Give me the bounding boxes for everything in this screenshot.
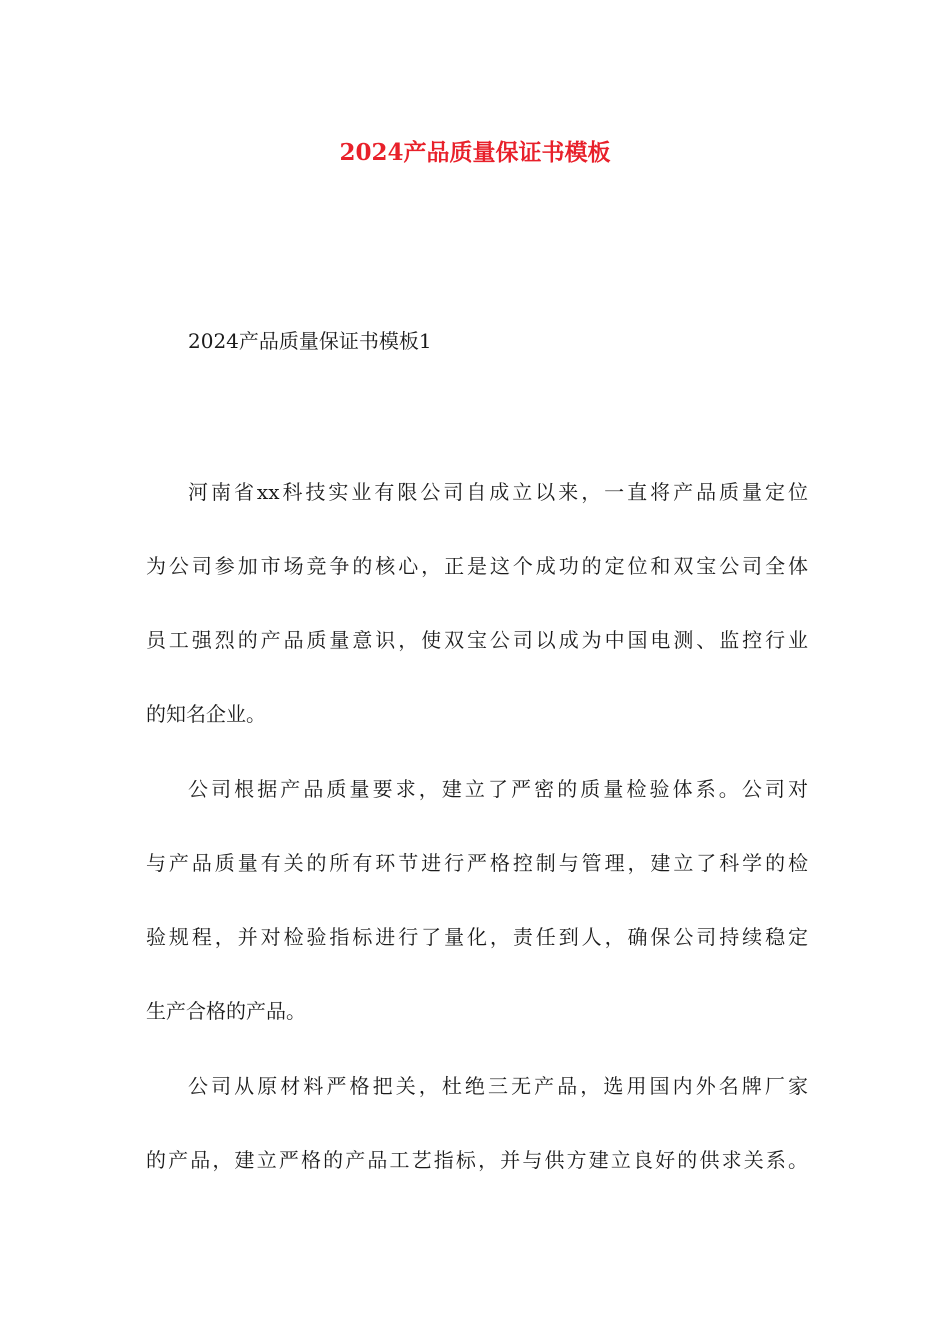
paragraph-line: 生产合格的产品。 [146,999,306,1023]
paragraph-line: 为公司参加市场竞争的核心，正是这个成功的定位和双宝公司全体 [146,554,808,578]
paragraph-line: 公司从原材料严格把关，杜绝三无产品，选用国内外名牌厂家 [188,1074,808,1098]
section-heading: 2024产品质量保证书模板1 [188,329,432,353]
paragraph-line: 的知名企业。 [146,702,266,726]
paragraph-line: 的产品，建立严格的产品工艺指标，并与供方建立良好的供求关系。 [146,1148,808,1172]
document-title: 2024产品质量保证书模板 [339,139,611,166]
paragraph-1 [146,455,808,751]
paragraph-line: 员工强烈的产品质量意识，使双宝公司以成为中国电测、监控行业 [146,628,808,652]
paragraph-2 [146,752,808,1048]
paragraph-line: 验规程，并对检验指标进行了量化，责任到人，确保公司持续稳定 [146,925,808,949]
paragraph-line: 与产品质量有关的所有环节进行严格控制与管理，建立了科学的检 [146,851,808,875]
paragraph-line: 河南省xx科技实业有限公司自成立以来，一直将产品质量定位 [188,480,808,504]
paragraph-3 [146,1049,808,1197]
paragraph-line: 公司根据产品质量要求，建立了严密的质量检验体系。公司对 [188,777,808,801]
